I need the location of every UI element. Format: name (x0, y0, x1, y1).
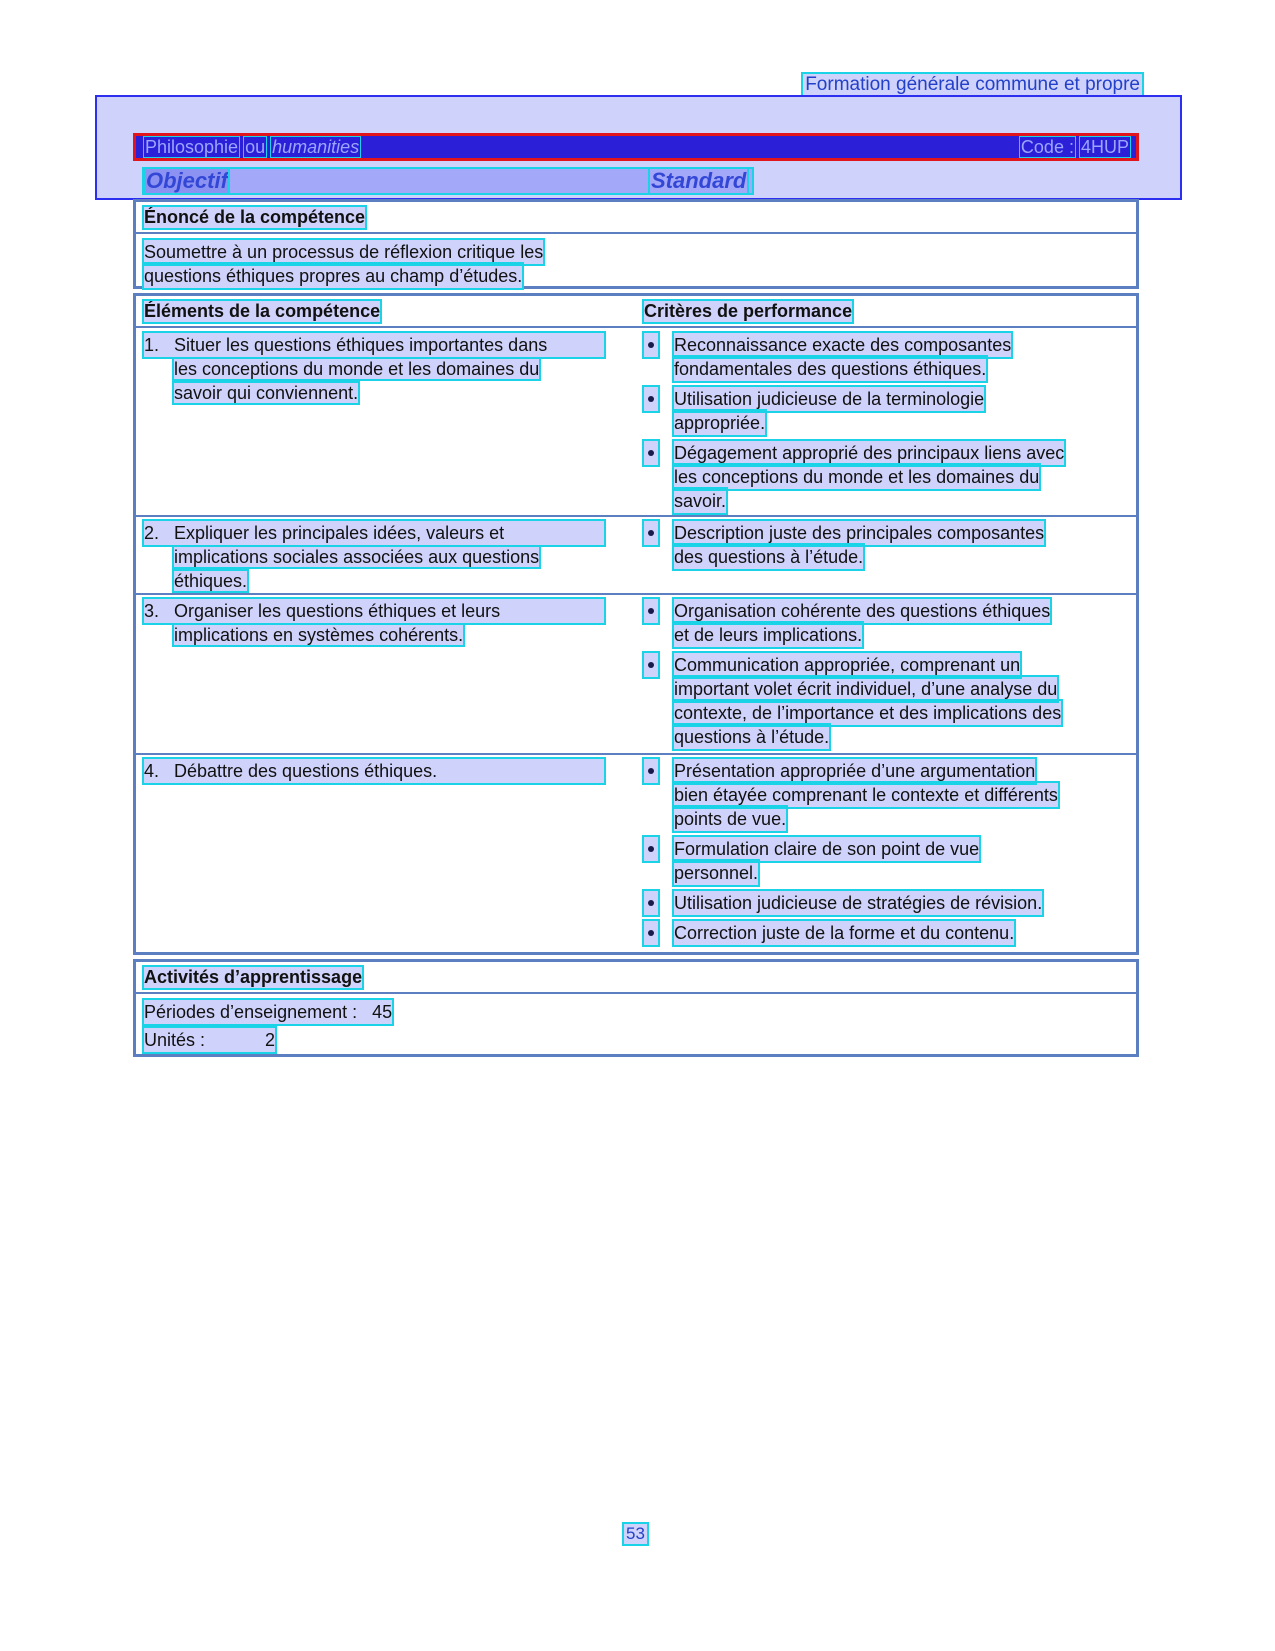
element-row (136, 515, 1136, 595)
enonce-body (144, 240, 604, 288)
periodes-value: 45 (372, 1002, 393, 1022)
criteria-list (644, 599, 1124, 755)
code-label: Code : (1020, 137, 1074, 157)
element-line: les conceptions du monde et les domaines du (174, 359, 540, 379)
criteria-list (644, 333, 1124, 519)
unites-label: Unités : (144, 1030, 206, 1050)
criteria-list (644, 759, 1124, 951)
course-name (144, 136, 360, 158)
bullet-icon (644, 333, 658, 357)
element-text (144, 599, 614, 647)
element-line: éthiques. (174, 571, 248, 591)
criteria-item: Description juste des principales composantes des questions à l’étude. (644, 521, 1124, 569)
bullet-icon (644, 599, 658, 623)
element-line: Expliquer les principales idées, valeurs et (174, 523, 505, 543)
element-number: 3. (144, 601, 160, 621)
bullet-icon (644, 921, 658, 945)
criteria-item: Organisation cohérente des questions éthiques et de leurs implications. (644, 599, 1124, 647)
standard-label: Standard (651, 168, 747, 193)
element-row (136, 593, 1136, 755)
criteria-item: Utilisation judicieuse de stratégies de révision. (644, 891, 1124, 915)
periodes-label: Périodes d’enseignement : (144, 1002, 358, 1022)
elements-header (136, 296, 1136, 328)
course-name-ou: ou (245, 137, 266, 157)
element-row (136, 329, 1136, 515)
bullet-icon (644, 653, 658, 677)
elements-col1-title: Éléments de la compétence (144, 301, 381, 321)
bullet-icon (644, 891, 658, 915)
criteria-item: Reconnaissance exacte des composantes fondamentales des questions éthiques. (644, 333, 1124, 381)
element-line: Organiser les questions éthiques et leurs (174, 601, 501, 621)
element-line: implications sociales associées aux questions (174, 547, 540, 567)
criteria-item: Correction juste de la forme et du contenu. (644, 921, 1124, 945)
bullet-icon (644, 441, 658, 465)
element-number: 2. (144, 523, 160, 543)
enonce-section (133, 199, 1139, 289)
enonce-line: Soumettre à un processus de réflexion critique les (144, 242, 544, 262)
element-number: 1. (144, 335, 160, 355)
enonce-title: Énoncé de la compétence (144, 207, 366, 227)
code-value: 4HUP (1080, 137, 1129, 157)
objectif-label: Objectif (146, 168, 228, 193)
element-line: implications en systèmes cohérents. (174, 625, 464, 645)
bullet-icon (644, 387, 658, 411)
element-text (144, 333, 614, 405)
element-line: Situer les questions éthiques importantes dans (174, 335, 548, 355)
activites-body (144, 1000, 392, 1056)
course-name-prefix: Philosophie (145, 137, 239, 157)
bullet-icon (644, 521, 658, 545)
program-title: Formation générale commune et propre (805, 74, 1140, 95)
unites-value: 2 (265, 1030, 276, 1050)
enonce-header (136, 202, 1136, 234)
enonce-line: questions éthiques propres au champ d’études. (144, 266, 523, 286)
course-bar (133, 133, 1139, 161)
element-line: Débattre des questions éthiques. (174, 761, 438, 781)
course-name-italic: humanities (272, 137, 360, 157)
element-row (136, 753, 1136, 951)
elements-col2-title: Critères de performance (644, 301, 853, 321)
criteria-list (644, 521, 1124, 575)
activites-section (133, 959, 1139, 1057)
element-text (144, 759, 614, 783)
element-number: 4. (144, 761, 160, 781)
page-number: 53 (626, 1524, 645, 1543)
element-line: savoir qui conviennent. (174, 383, 359, 403)
periodes-line (144, 1000, 392, 1024)
criteria-item: Utilisation judicieuse de la terminologie appropriée. (644, 387, 1124, 435)
criteria-item: Présentation appropriée d’une argumentation bien étayée comprenant le contexte et différents points de vue. (644, 759, 1124, 831)
bullet-icon (644, 837, 658, 861)
activites-title: Activités d’apprentissage (144, 967, 363, 987)
criteria-item: Communication appropriée, comprenant un important volet écrit individuel, d’une analyse du contexte, de l’importance et des implications des questions à l’étude. (644, 653, 1124, 749)
activites-header (136, 962, 1136, 994)
element-text (144, 521, 614, 593)
criteria-item: Formulation claire de son point de vue personnel. (644, 837, 1124, 885)
unites-line (144, 1028, 275, 1052)
criteria-item: Dégagement approprié des principaux liens avec les conceptions du monde et les domaines du savoir. (644, 441, 1124, 513)
course-code (1020, 136, 1130, 158)
elements-section (133, 293, 1139, 955)
bullet-icon (644, 759, 658, 783)
